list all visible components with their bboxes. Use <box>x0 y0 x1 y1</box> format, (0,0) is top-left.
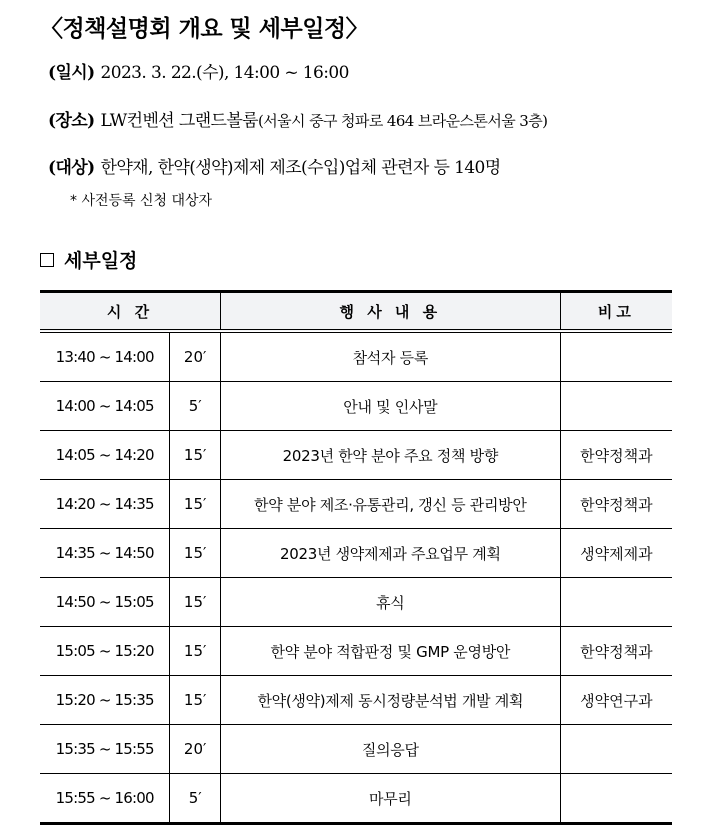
info-date <box>48 58 349 83</box>
cell-duration: 15′ <box>170 676 221 725</box>
cell-time: 15:55 ~ 16:00 <box>40 774 170 824</box>
table-row <box>40 529 672 578</box>
place-label: (장소) <box>48 111 95 131</box>
cell-duration: 15′ <box>170 578 221 627</box>
header-note: 비고 <box>560 292 672 332</box>
info-place <box>48 106 547 131</box>
info-target <box>48 153 501 178</box>
table-header-row <box>40 292 672 332</box>
cell-duration: 15′ <box>170 431 221 480</box>
table-row <box>40 578 672 627</box>
place-value: LW컨벤션 그랜드볼룸 <box>100 111 258 131</box>
cell-content: 마무리 <box>220 774 560 824</box>
table-row <box>40 331 672 382</box>
cell-note <box>560 382 672 431</box>
cell-note <box>560 578 672 627</box>
cell-note <box>560 331 672 382</box>
cell-content: 2023년 생약제제과 주요업무 계획 <box>220 529 560 578</box>
cell-duration: 5′ <box>170 382 221 431</box>
cell-content: 휴식 <box>220 578 560 627</box>
cell-time: 13:40 ~ 14:00 <box>40 331 170 382</box>
date-value: 2023. 3. 22.(수), 14:00 ~ 16:00 <box>100 63 349 83</box>
table-row <box>40 382 672 431</box>
cell-time: 14:05 ~ 14:20 <box>40 431 170 480</box>
schedule-table <box>40 290 672 825</box>
table-row <box>40 431 672 480</box>
table-row <box>40 774 672 824</box>
cell-content: 한약 분야 제조·유통관리, 갱신 등 관리방안 <box>220 480 560 529</box>
target-value: 한약재, 한약(생약)제제 제조(수입)업체 관련자 등 140명 <box>100 158 501 178</box>
cell-duration: 15′ <box>170 480 221 529</box>
table-row <box>40 627 672 676</box>
cell-duration: 15′ <box>170 529 221 578</box>
cell-time: 15:35 ~ 15:55 <box>40 725 170 774</box>
section-title: 세부일정 <box>64 250 138 272</box>
cell-note: 생약제제과 <box>560 529 672 578</box>
cell-duration: 20′ <box>170 725 221 774</box>
table-row <box>40 725 672 774</box>
target-label: (대상) <box>48 158 95 178</box>
cell-content: 참석자 등록 <box>220 331 560 382</box>
cell-content: 한약(생약)제제 동시정량분석법 개발 계획 <box>220 676 560 725</box>
cell-note: 한약정책과 <box>560 627 672 676</box>
cell-content: 안내 및 인사말 <box>220 382 560 431</box>
cell-time: 14:00 ~ 14:05 <box>40 382 170 431</box>
cell-content: 2023년 한약 분야 주요 정책 방향 <box>220 431 560 480</box>
cell-duration: 15′ <box>170 627 221 676</box>
document-title: 〈정책설명회 개요 및 세부일정〉 <box>40 16 369 42</box>
cell-content: 한약 분야 적합판정 및 GMP 운영방안 <box>220 627 560 676</box>
cell-content: 질의응답 <box>220 725 560 774</box>
cell-note <box>560 725 672 774</box>
table-row <box>40 676 672 725</box>
table-row <box>40 480 672 529</box>
cell-time: 14:50 ~ 15:05 <box>40 578 170 627</box>
cell-duration: 20′ <box>170 331 221 382</box>
cell-duration: 5′ <box>170 774 221 824</box>
cell-time: 15:20 ~ 15:35 <box>40 676 170 725</box>
place-detail: (서울시 중구 청파로 464 브라운스톤서울 3층) <box>258 112 548 130</box>
section-heading <box>40 246 137 273</box>
checkbox-square-icon <box>40 253 54 267</box>
cell-note: 한약정책과 <box>560 431 672 480</box>
cell-note: 한약정책과 <box>560 480 672 529</box>
cell-time: 14:35 ~ 14:50 <box>40 529 170 578</box>
cell-time: 15:05 ~ 15:20 <box>40 627 170 676</box>
date-label: (일시) <box>48 63 95 83</box>
cell-note <box>560 774 672 824</box>
header-content: 행 사 내 용 <box>220 292 560 332</box>
header-time: 시 간 <box>40 292 220 332</box>
cell-note: 생약연구과 <box>560 676 672 725</box>
cell-time: 14:20 ~ 14:35 <box>40 480 170 529</box>
target-note: * 사전등록 신청 대상자 <box>70 193 213 209</box>
